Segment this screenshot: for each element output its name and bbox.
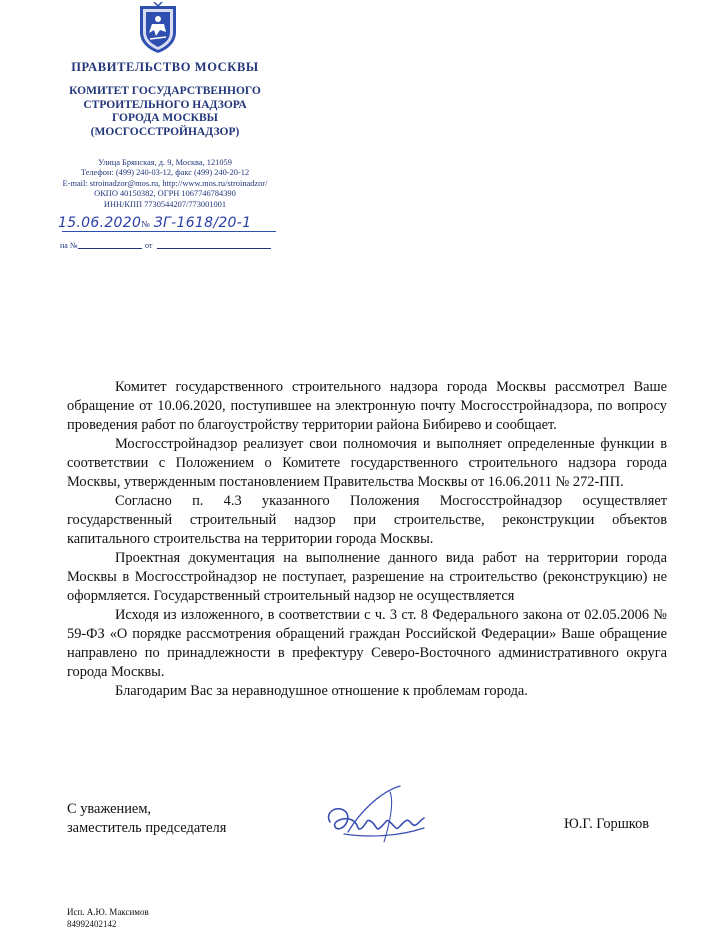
inn-line: ИНН/КПП 7730544207/773001001 xyxy=(103,199,227,209)
reply-from-label: от xyxy=(145,241,153,250)
registration-line xyxy=(58,214,280,232)
registration-underline xyxy=(62,231,276,232)
handwritten-signature-icon xyxy=(320,782,444,856)
registration-no-label: № xyxy=(141,219,150,229)
registration-number: ЗГ-1618/20-1 xyxy=(153,215,252,231)
body-paragraph: Исходя из изложенного, в соответствии с ч. 3 ст. 8 Федерального закона от 02.05.2006 № 59-ФЗ «О порядке рассмотрения обращений граждан Российской Федерации» Ваше обращение направлено по принадлежности в префектуру Северо-Восточного административного округа города Москвы. xyxy=(67,607,667,680)
closing-block xyxy=(67,800,226,837)
signer-position: заместитель председателя xyxy=(67,819,227,836)
reply-to-label: на № xyxy=(60,241,78,250)
okpo-line: ОКПО 40150382, ОГРН 1067746784390 xyxy=(94,189,236,199)
government-title: ПРАВИТЕЛЬСТВО МОСКВЫ xyxy=(71,60,259,74)
committee-line: КОМИТЕТ ГОСУДАРСТВЕННОГО xyxy=(69,85,261,97)
committee-line: (МОСГОССТРОЙНАДЗОР) xyxy=(90,125,240,138)
reply-to-line xyxy=(78,248,142,249)
letter-body xyxy=(67,378,667,701)
phone-line: Телефон: (499) 240-03-12, факс (499) 240-20-12 xyxy=(80,168,250,178)
body-paragraph: Мосгосстройнадзор реализует свои полномочия и выполняет определенные функции в соответствии с Положением о Комитете государственного строительного надзора города Москвы, утвержденным постановлением Правительства Москвы от 16.06.2011 № 272-ПП. xyxy=(67,436,667,490)
executor-phone: 84992402142 xyxy=(67,918,117,929)
closing-greeting: С уважением, xyxy=(67,801,152,817)
committee-line: СТРОИТЕЛЬНОГО НАДЗОРА xyxy=(83,98,247,111)
reply-from-line xyxy=(157,248,271,249)
address-line: Улица Брянская, д. 9, Москва, 121059 xyxy=(98,158,232,167)
body-paragraph: Комитет государственного строительного надзора города Москвы рассмотрел Ваше обращение от 10.06.2020, поступившее на электронную почту Мосгосстройнадзора, по вопросу проведения работ по благоустройству территории района Бибирево и сообщает. xyxy=(67,379,667,433)
moscow-coat-of-arms-icon xyxy=(136,2,180,54)
body-paragraph: Благодарим Вас за неравнодушное отношение к проблемам города. xyxy=(115,683,528,699)
registration-date: 15.06.2020 xyxy=(58,215,142,231)
body-paragraph: Согласно п. 4.3 указанного Положения Мосгосстройнадзор осуществляет государственный строительный надзор при строительстве, реконструкции объектов капитального строительства на территории города Москвы. xyxy=(67,493,667,547)
signer-name: Ю.Г. Горшков xyxy=(564,816,650,832)
committee-line: ГОРОДА МОСКВЫ xyxy=(112,112,218,124)
email-line: E-mail: stroinadzor@mos.ru, http://www.mos.ru/stroinadzor/ xyxy=(62,178,268,188)
committee-name xyxy=(60,85,270,139)
executor-info xyxy=(67,907,149,930)
body-paragraph: Проектная документация на выполнение данного вида работ на территории города Москвы в Мосгосстройнадзор не поступает, разрешение на строительство (реконструкцию) не оформляется. Государственный строительный надзор не осуществляется xyxy=(67,550,667,604)
executor-name: Исп. А.Ю. Максимов xyxy=(67,907,149,917)
contact-details xyxy=(40,158,290,210)
